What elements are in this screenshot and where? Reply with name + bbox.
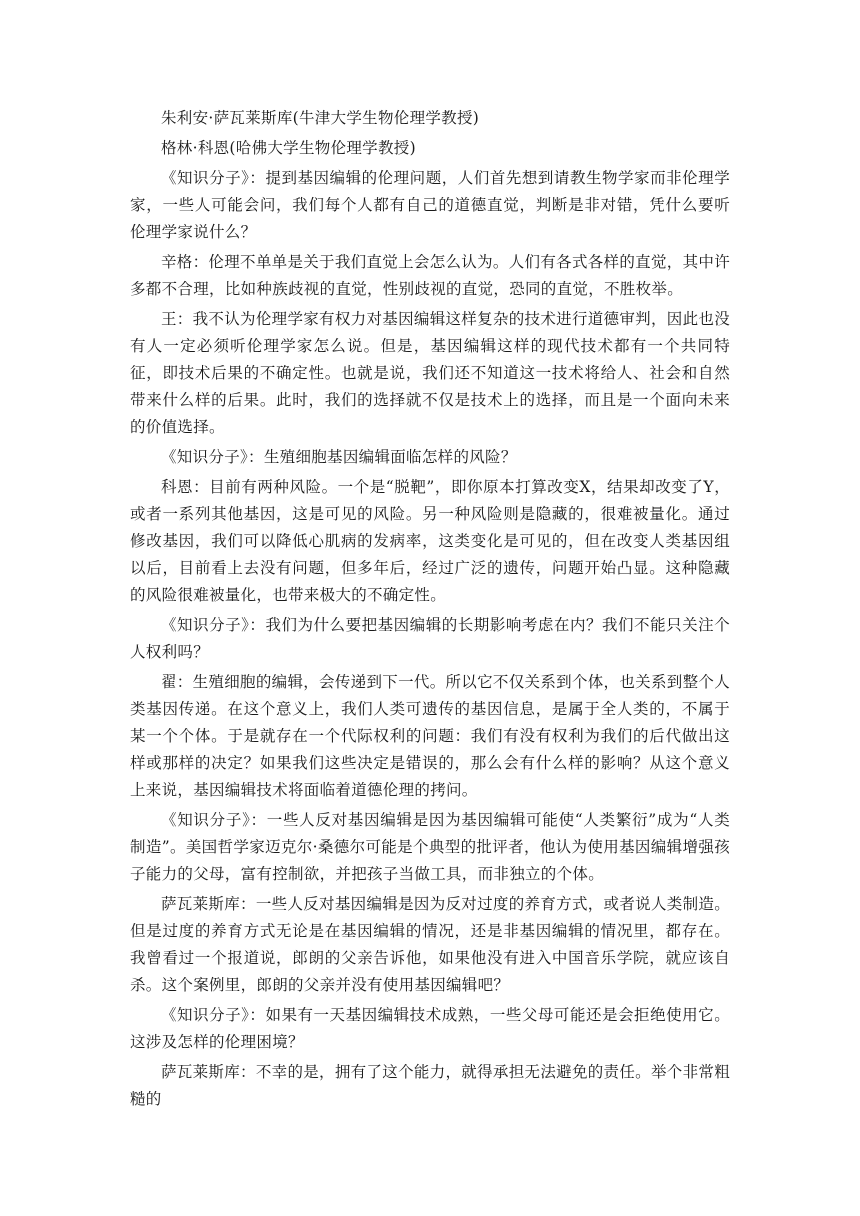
question-paragraph: 《知识分子》：提到基因编辑的伦理问题，人们首先想到请教生物学家而非伦理学家，一些人可能会问，我们每个人都有自己的道德直觉，判断是非对错，凭什么要听伦理学家说什么？ — [130, 169, 730, 241]
answer-paragraph: 辛格：伦理不单单是关于我们直觉上会怎么认为。人们有各式各样的直觉，其中许多都不合理，比如种族歧视的直觉，性别歧视的直觉，恐同的直觉，不胜枚举。 — [130, 253, 730, 298]
answer-paragraph: 萨瓦莱斯库：不幸的是，拥有了这个能力，就得承担无法避免的责任。举个非常粗糙的 — [130, 1063, 730, 1108]
question-paragraph: 《知识分子》：如果有一天基因编辑技术成熟，一些父母可能还是会拒绝使用它。这涉及怎样的伦理困境？ — [130, 1006, 730, 1051]
speaker-intro-savulescu: 朱利安·萨瓦莱斯库(牛津大学生物伦理学教授) — [161, 109, 480, 127]
question-paragraph: 《知识分子》：我们为什么要把基因编辑的长期影响考虑在内？我们不能只关注个人权利吗？ — [130, 616, 730, 661]
answer-paragraph: 翟：生殖细胞的编辑，会传递到下一代。所以它不仅关系到个体，也关系到整个人类基因传递。在这个意义上，我们人类可遗传的基因信息，是属于全人类的，不属于某一个个体。于是就存在一个代际权利的问题：我们有没有权利为我们的后代做出这样或那样的决定？如果我们这些决定是错误的，那么会有什么样的影响？从这个意义上来说，基因编辑技术将面临着道德伦理的拷问。 — [130, 673, 730, 799]
answer-paragraph: 王：我不认为伦理学家有权力对基因编辑这样复杂的技术进行道德审判，因此也没有人一定必须听伦理学家怎么说。但是，基因编辑这样的现代技术都有一个共同特征，即技术后果的不确定性。也就是说，我们还不知道这一技术将给人、社会和自然带来什么样的后果。此时，我们的选择就不仅是技术上的选择，而且是一个面向未来的价值选择。 — [130, 310, 730, 436]
answer-paragraph: 科恩：目前有两种风险。一个是“脱靶”，即你原本打算改变X，结果却改变了Y，或者一系列其他基因，这是可见的风险。另一种风险则是隐藏的，很难被量化。通过修改基因，我们可以降低心肌病的发病率，这类变化是可见的，但在改变人类基因组以后，目前看上去没有问题，但多年后，经过广泛的遗传，问题开始凸显。这种隐藏的风险很难被量化，也带来极大的不确定性。 — [130, 478, 730, 604]
answer-paragraph: 萨瓦莱斯库：一些人反对基因编辑是因为反对过度的养育方式，或者说人类制造。但是过度的养育方式无论是在基因编辑的情况，还是非基因编辑的情况里，都存在。我曾看过一个报道说，郎朗的父亲告诉他，如果他没有进入中国音乐学院，就应该自杀。这个案例里，郎朗的父亲并没有使用基因编辑吧？ — [130, 895, 730, 994]
question-paragraph: 《知识分子》：一些人反对基因编辑是因为基因编辑可能使“人类繁衍”成为“人类制造”。美国哲学家迈克尔·桑德尔可能是个典型的批评者，他认为使用基因编辑增强孩子能力的父母，富有控制欲，并把孩子当做工具，而非独立的个体。 — [130, 811, 730, 883]
article-body — [130, 105, 730, 1116]
question-paragraph: 《知识分子》：生殖细胞基因编辑面临怎样的风险？ — [161, 448, 517, 466]
speaker-intro-cohen: 格林·科恩(哈佛大学生物伦理学教授) — [161, 139, 416, 157]
